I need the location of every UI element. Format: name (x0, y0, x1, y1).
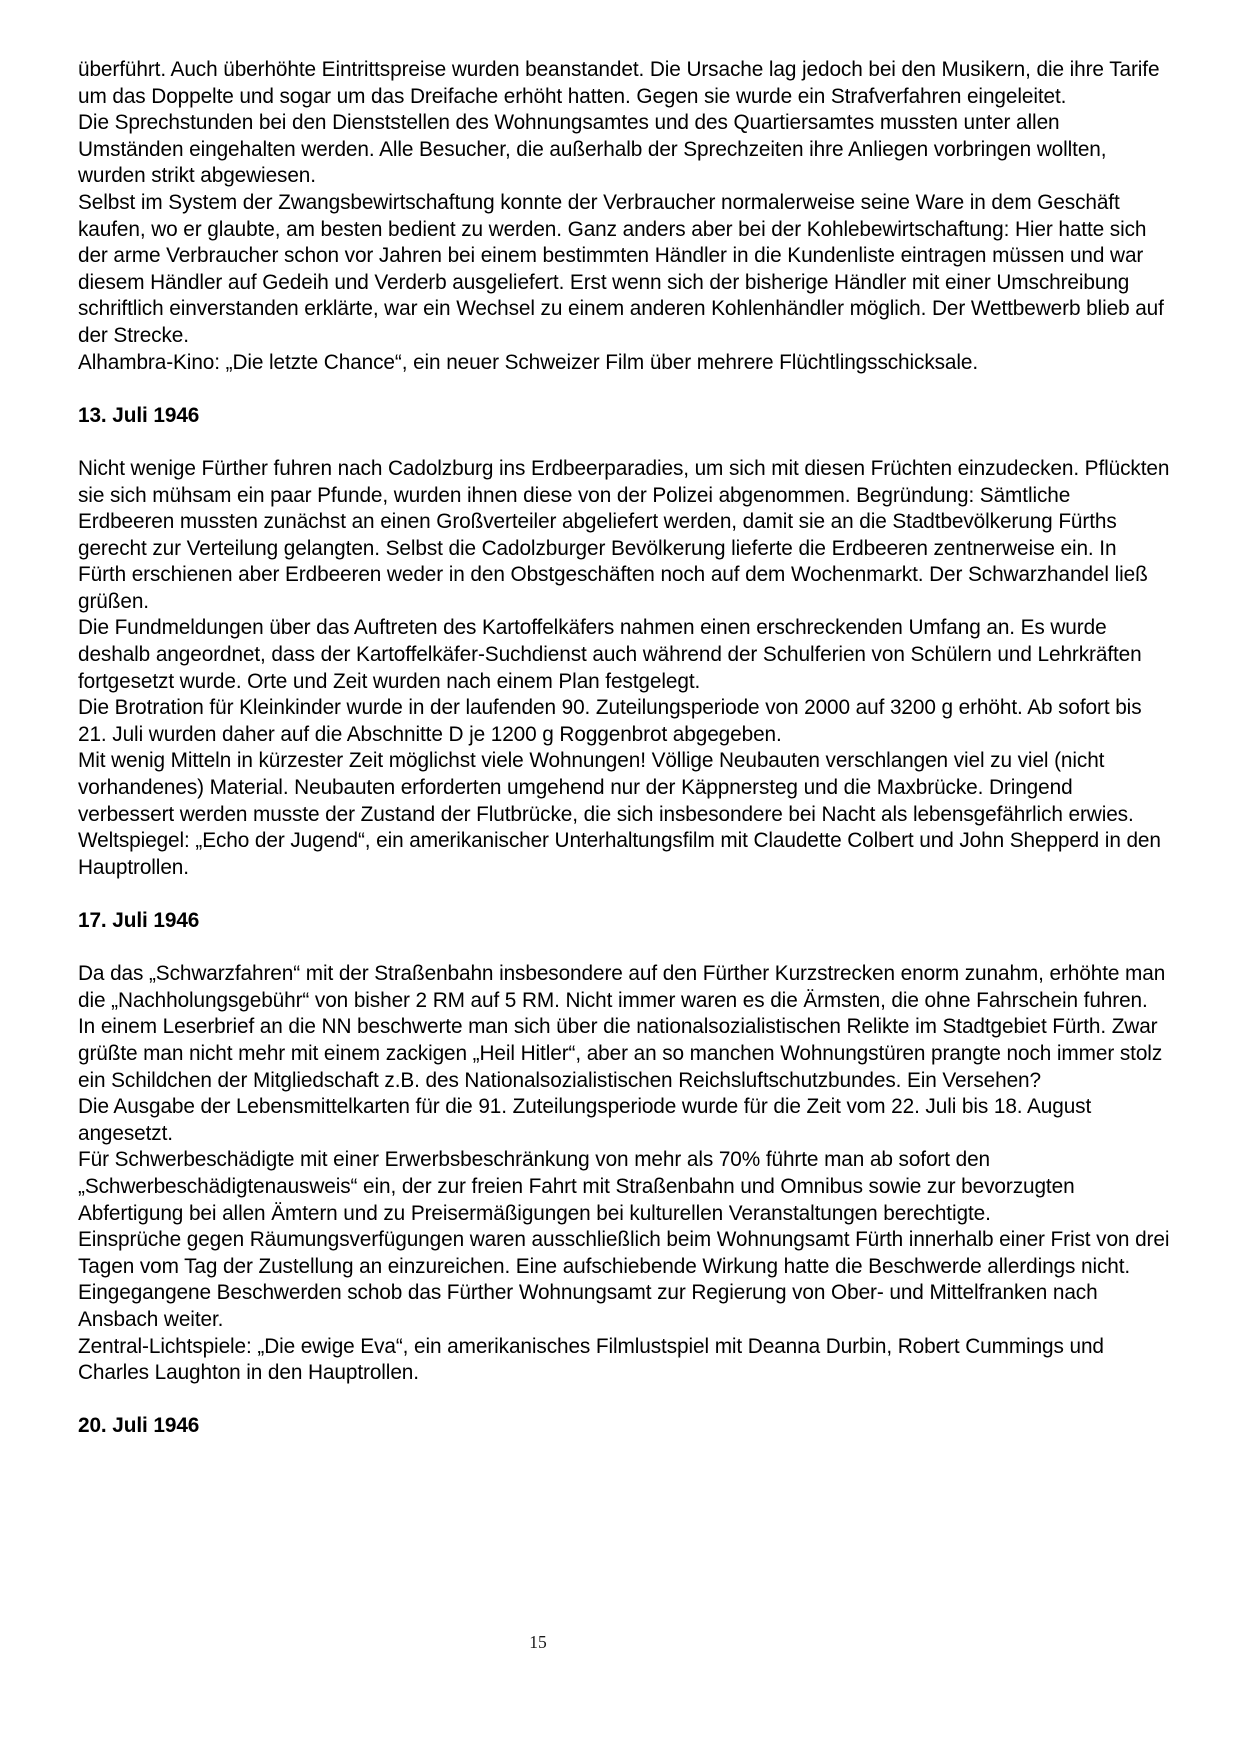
date-heading-20-juli-1946: 20. Juli 1946 (78, 1414, 200, 1438)
paragraph-alhambra-kino: Alhambra-Kino: „Die letzte Chance“, ein neuer Schweizer Film über mehrere Flüchtlingsschicksale. (78, 350, 979, 374)
paragraph-schwarzfahren: Da das „Schwarzfahren“ mit der Straßenbahn insbesondere auf den Fürther Kurzstrecken enorm zunahm, erhöhte man die „Nachholungsgebühr“ von bisher 2 RM auf 5 RM. Nicht immer waren es die Ärmsten, die ohne Fahrschein fuhren. (78, 962, 1166, 1012)
paragraph-lebensmittelkarten: Die Ausgabe der Lebensmittelkarten für die 91. Zuteilungsperiode wurde für die Zeit vom 22. Juli bis 18. August angesetzt. (78, 1095, 1092, 1145)
page-number: 15 (529, 1632, 547, 1652)
paragraph-weltspiegel: Weltspiegel: „Echo der Jugend“, ein amerikanischer Unterhaltungsfilm mit Claudette Colbert und John Shepperd in den Hauptrollen. (78, 829, 1161, 879)
date-heading-13-juli-1946: 13. Juli 1946 (78, 403, 200, 427)
document-text-block (78, 57, 1170, 1466)
paragraph-kartoffelkaefer: Die Fundmeldungen über das Auftreten des Kartoffelkäfers nahmen einen erschreckenden Umfang an. Es wurde deshalb angeordnet, dass der Kartoffelkäfer-Suchdienst auch während der Schulferien von Schülern und Lehrkräften fortgesetzt wurde. Orte und Zeit wurden nach einem Plan festgelegt. (78, 616, 1142, 693)
paragraph-eintrittspreise: überführt. Auch überhöhte Eintrittspreise wurden beanstandet. Die Ursache lag jedoch bei den Musikern, die ihre Tarife um das Doppelte und sogar um das Dreifache erhöht hatten. Gegen sie wurde ein Strafverfahren eingeleitet. (78, 58, 1160, 108)
paragraph-brotration: Die Brotration für Kleinkinder wurde in der laufenden 90. Zuteilungsperiode von 2000 auf 3200 g erhöht. Ab sofort bis 21. Juli wurden daher auf die Abschnitte D je 1200 g Roggenbrot abgegeben. (78, 696, 1142, 746)
date-heading-17-juli-1946: 17. Juli 1946 (78, 909, 200, 932)
paragraph-leserbrief-relikte: In einem Leserbrief an die NN beschwerte man sich über die nationalsozialistischen Relikte im Stadtgebiet Fürth. Zwar grüßte man nicht mehr mit einem zackigen „Heil Hitler“, aber an so manchen Wohnungstüren prangte noch immer stolz ein Schildchen der Mitgliedschaft z.B. des Nationalsozialistischen Reichsluftschutzbundes. Ein Versehen? (78, 1015, 1163, 1092)
paragraph-schwerbeschaedigte: Für Schwerbeschädigte mit einer Erwerbsbeschränkung von mehr als 70% führte man ab sofort den „Schwerbeschädigtenausweis“ ein, der zur freien Fahrt mit Straßenbahn und Omnibus sowie zur bevorzugten Abfertigung bei allen Ämtern und zu Preisermäßigungen bei kulturellen Veranstaltungen berechtigte. (78, 1148, 1075, 1225)
paragraph-sprechstunden: Die Sprechstunden bei den Dienststellen des Wohnungsamtes und des Quartiersamtes mussten unter allen Umständen eingehalten werden. Alle Besucher, die außerhalb der Sprechzeiten ihre Anliegen vorbringen wollten, wurden strikt abgewiesen. (78, 111, 1107, 188)
paragraph-wohnungsbau: Mit wenig Mitteln in kürzester Zeit möglichst viele Wohnungen! Völlige Neubauten verschlangen viel zu viel (nicht vorhandenes) Material. Neubauten erforderten umgehend nur der Käppnersteg und die Maxbrücke. Dringend verbessert werden musste der Zustand der Flutbrücke, die sich insbesondere bei Nacht als lebensgefährlich erwies. (78, 749, 1134, 826)
paragraph-zentral-lichtspiele: Zentral-Lichtspiele: „Die ewige Eva“, ein amerikanisches Filmlustspiel mit Deanna Durbin, Robert Cummings und Charles Laughton in den Hauptrollen. (78, 1334, 1104, 1385)
paragraph-kohlebewirtschaftung: Selbst im System der Zwangsbewirtschaftung konnte der Verbraucher normalerweise seine Ware in dem Geschäft kaufen, wo er glaubte, am besten bedient zu werden. Ganz anders aber bei der Kohlebewirtschaftung: Hier hatte sich der arme Verbraucher schon vor Jahren bei einem bestimmten Händler in die Kundenliste eintragen müssen und war diesem Händler auf Gedeih und Verderb ausgeliefert. Erst wenn sich der bisherige Händler mit einer Umschreibung schriftlich einverstanden erklärte, war ein Wechsel zu einem anderen Kohlenhändler möglich. Der Wettbewerb blieb auf der Strecke. (78, 190, 1164, 347)
paragraph-erdbeeren-cadolzburg: Nicht wenige Fürther fuhren nach Cadolzburg ins Erdbeerparadies, um sich mit diesen Früchten einzudecken. Pflückten sie sich mühsam ein paar Pfunde, wurden ihnen diese von der Polizei abgenommen. Begründung: Sämtliche Erdbeeren mussten zunächst an einen Großverteiler abgeliefert werden, damit sie an die Stadtbevölkerung Fürths gerecht zur Verteilung gelangten. Selbst die Cadolzburger Bevölkerung lieferte die Erdbeeren zentnerweise ein. In Fürth erschienen aber Erdbeeren weder in den Obstgeschäften noch auf dem Wochenmarkt. Der Schwarzhandel ließ grüßen. (78, 456, 1170, 613)
paragraph-raeumungsverfuegungen: Einsprüche gegen Räumungsverfügungen waren ausschließlich beim Wohnungsamt Fürth innerhalb einer Frist von drei Tagen vom Tag der Zustellung an einzureichen. Eine aufschiebende Wirkung hatte die Beschwerde allerdings nicht. Eingegangene Beschwerden schob das Fürther Wohnungsamt zur Regierung von Ober- und Mittelfranken nach Ansbach weiter. (78, 1228, 1170, 1331)
